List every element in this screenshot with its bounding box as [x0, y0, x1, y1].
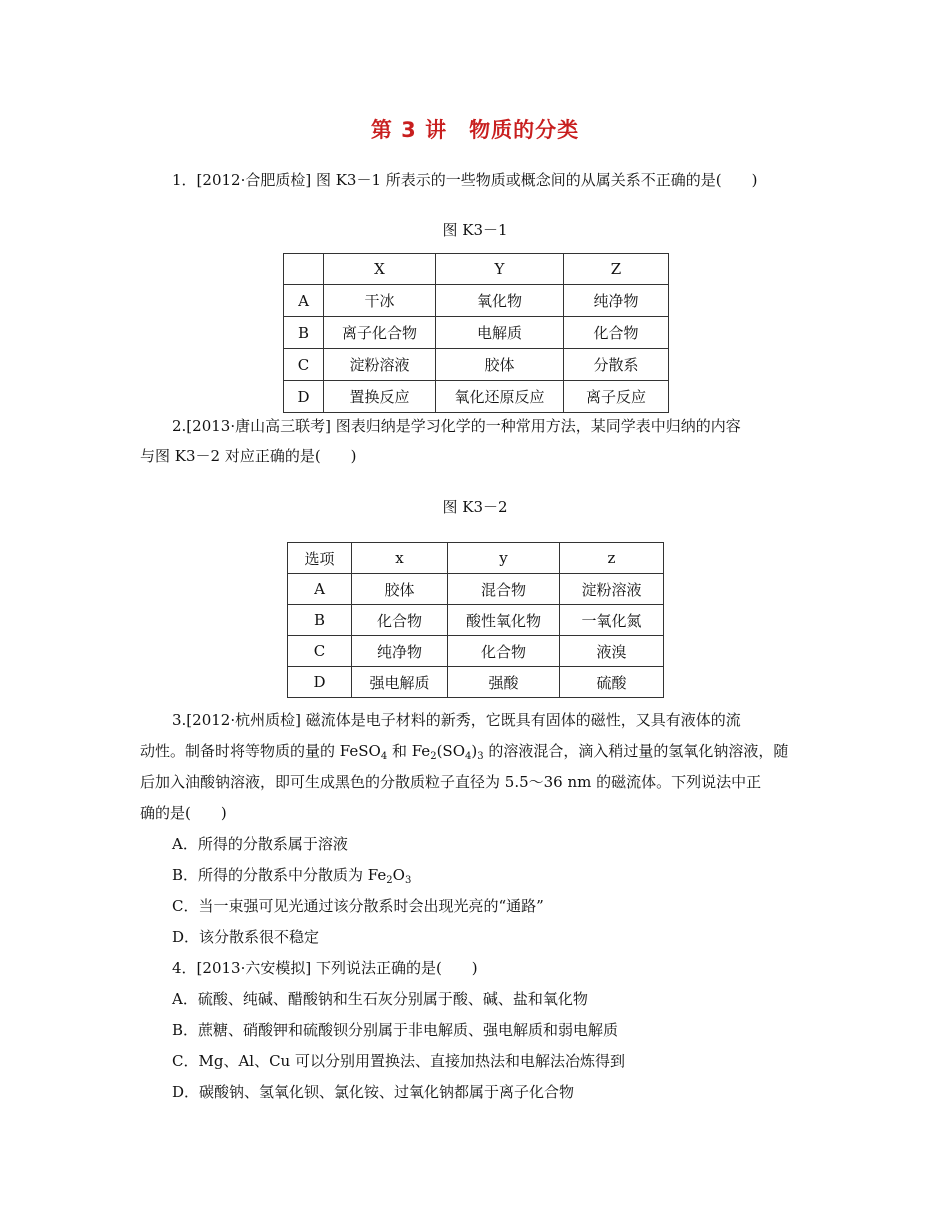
table-row [284, 349, 669, 381]
table-cell: 胶体 [352, 574, 448, 605]
table-cell: Y [436, 254, 564, 285]
table-cell: y [448, 543, 560, 574]
q3-text: ) [471, 742, 478, 760]
q3-text: 动性。制备时将等物质的量的 FeSO [140, 742, 381, 760]
q3-stem-line4: 确的是( ) [140, 804, 227, 822]
table-cell [284, 254, 324, 285]
table-cell: X [324, 254, 436, 285]
q3-subscript: 4 [465, 751, 472, 762]
q2-stem-line1: 2.[2013·唐山高三联考] 图表归纳是学习化学的一种常用方法，某同学表中归纳的内容 [172, 417, 741, 435]
table-cell: C [288, 636, 352, 667]
q3-text: O [392, 866, 405, 884]
table-cell: 离子反应 [564, 381, 669, 413]
q3-subscript: 3 [404, 875, 412, 886]
table-row [284, 285, 669, 317]
table-cell: D [288, 667, 352, 698]
q3-stem-line2 [140, 741, 788, 767]
q4-option-b: B．蔗糖、硝酸钾和硫酸钡分别属于非电解质、强电解质和弱电解质 [172, 1021, 619, 1039]
table-cell: D [284, 381, 324, 413]
table-cell: 氧化还原反应 [436, 381, 564, 413]
table-cell: 强电解质 [352, 667, 448, 698]
q3-text: 的溶液混合，滴入稍过量的氢氧化钠溶液，随 [483, 742, 789, 760]
table-cell: 选项 [288, 543, 352, 574]
table-cell: 硫酸 [560, 667, 664, 698]
table-cell: 酸性氧化物 [448, 605, 560, 636]
page-title: 第 3 讲 物质的分类 [370, 118, 580, 142]
table-cell: 离子化合物 [324, 317, 436, 349]
table-cell: 化合物 [564, 317, 669, 349]
q3-subscript: 2 [430, 751, 437, 762]
table-cell: 置换反应 [324, 381, 436, 413]
q3-option-c: C．当一束强可见光通过该分散系时会出现光亮的“通路” [172, 897, 544, 915]
table-cell: A [288, 574, 352, 605]
table-row [288, 605, 664, 636]
table-cell: B [284, 317, 324, 349]
table-cell: A [284, 285, 324, 317]
table-cell: Z [564, 254, 669, 285]
table-cell: 淀粉溶液 [560, 574, 664, 605]
table-header-row [284, 254, 669, 285]
table-cell: 化合物 [448, 636, 560, 667]
table-cell: 电解质 [436, 317, 564, 349]
q3-stem-line3: 后加入油酸钠溶液，即可生成黑色的分散质粒子直径为 5.5～36 nm 的磁流体。下列说法中正 [140, 773, 762, 791]
table-cell: 混合物 [448, 574, 560, 605]
q2-figure-caption: 图 K3－2 [442, 498, 508, 516]
q4-option-d: D．碳酸钠、氢氧化钡、氯化铵、过氧化钠都属于离子化合物 [172, 1083, 575, 1101]
q1-stem: 1．[2012·合肥质检] 图 K3－1 所表示的一些物质或概念间的从属关系不正确的是( ) [172, 171, 758, 189]
q3-text: B．所得的分散系中分散质为 Fe [172, 866, 387, 884]
q3-option-b [172, 865, 411, 891]
q3-text: 和 Fe [387, 742, 431, 760]
table-cell: B [288, 605, 352, 636]
q3-stem-line1: 3.[2012·杭州质检] 磁流体是电子材料的新秀，它既具有固体的磁性，又具有液体的流 [172, 711, 741, 729]
table-row [288, 667, 664, 698]
q3-subscript: 3 [477, 751, 484, 762]
table-cell: 纯净物 [564, 285, 669, 317]
q4-stem: 4．[2013·六安模拟] 下列说法正确的是( ) [172, 959, 478, 977]
table-cell: 纯净物 [352, 636, 448, 667]
q2-table [287, 542, 664, 698]
table-row [284, 381, 669, 413]
q3-subscript: 2 [386, 875, 393, 886]
table-cell: 液溴 [560, 636, 664, 667]
q3-text: (SO [436, 742, 466, 760]
q4-option-a: A．硫酸、纯碱、醋酸钠和生石灰分别属于酸、碱、盐和氧化物 [172, 990, 588, 1008]
table-cell: 强酸 [448, 667, 560, 698]
table-header-row [288, 543, 664, 574]
q3-option-d: D．该分散系很不稳定 [172, 928, 320, 946]
table-cell: 化合物 [352, 605, 448, 636]
table-row [288, 636, 664, 667]
q3-subscript: 4 [380, 751, 388, 762]
q1-table [283, 253, 669, 413]
table-cell: 干冰 [324, 285, 436, 317]
q2-stem-line2: 与图 K3－2 对应正确的是( ) [140, 447, 357, 465]
q4-option-c: C．Mg、Al、Cu 可以分别用置换法、直接加热法和电解法冶炼得到 [172, 1052, 625, 1070]
table-cell: 胶体 [436, 349, 564, 381]
table-cell: 淀粉溶液 [324, 349, 436, 381]
q1-figure-caption: 图 K3－1 [442, 221, 508, 239]
table-cell: 氧化物 [436, 285, 564, 317]
table-cell: 一氧化氮 [560, 605, 664, 636]
table-cell: C [284, 349, 324, 381]
table-cell: 分散系 [564, 349, 669, 381]
table-row [284, 317, 669, 349]
q3-option-a: A．所得的分散系属于溶液 [172, 835, 348, 853]
table-cell: z [560, 543, 664, 574]
table-row [288, 574, 664, 605]
table-cell: x [352, 543, 448, 574]
